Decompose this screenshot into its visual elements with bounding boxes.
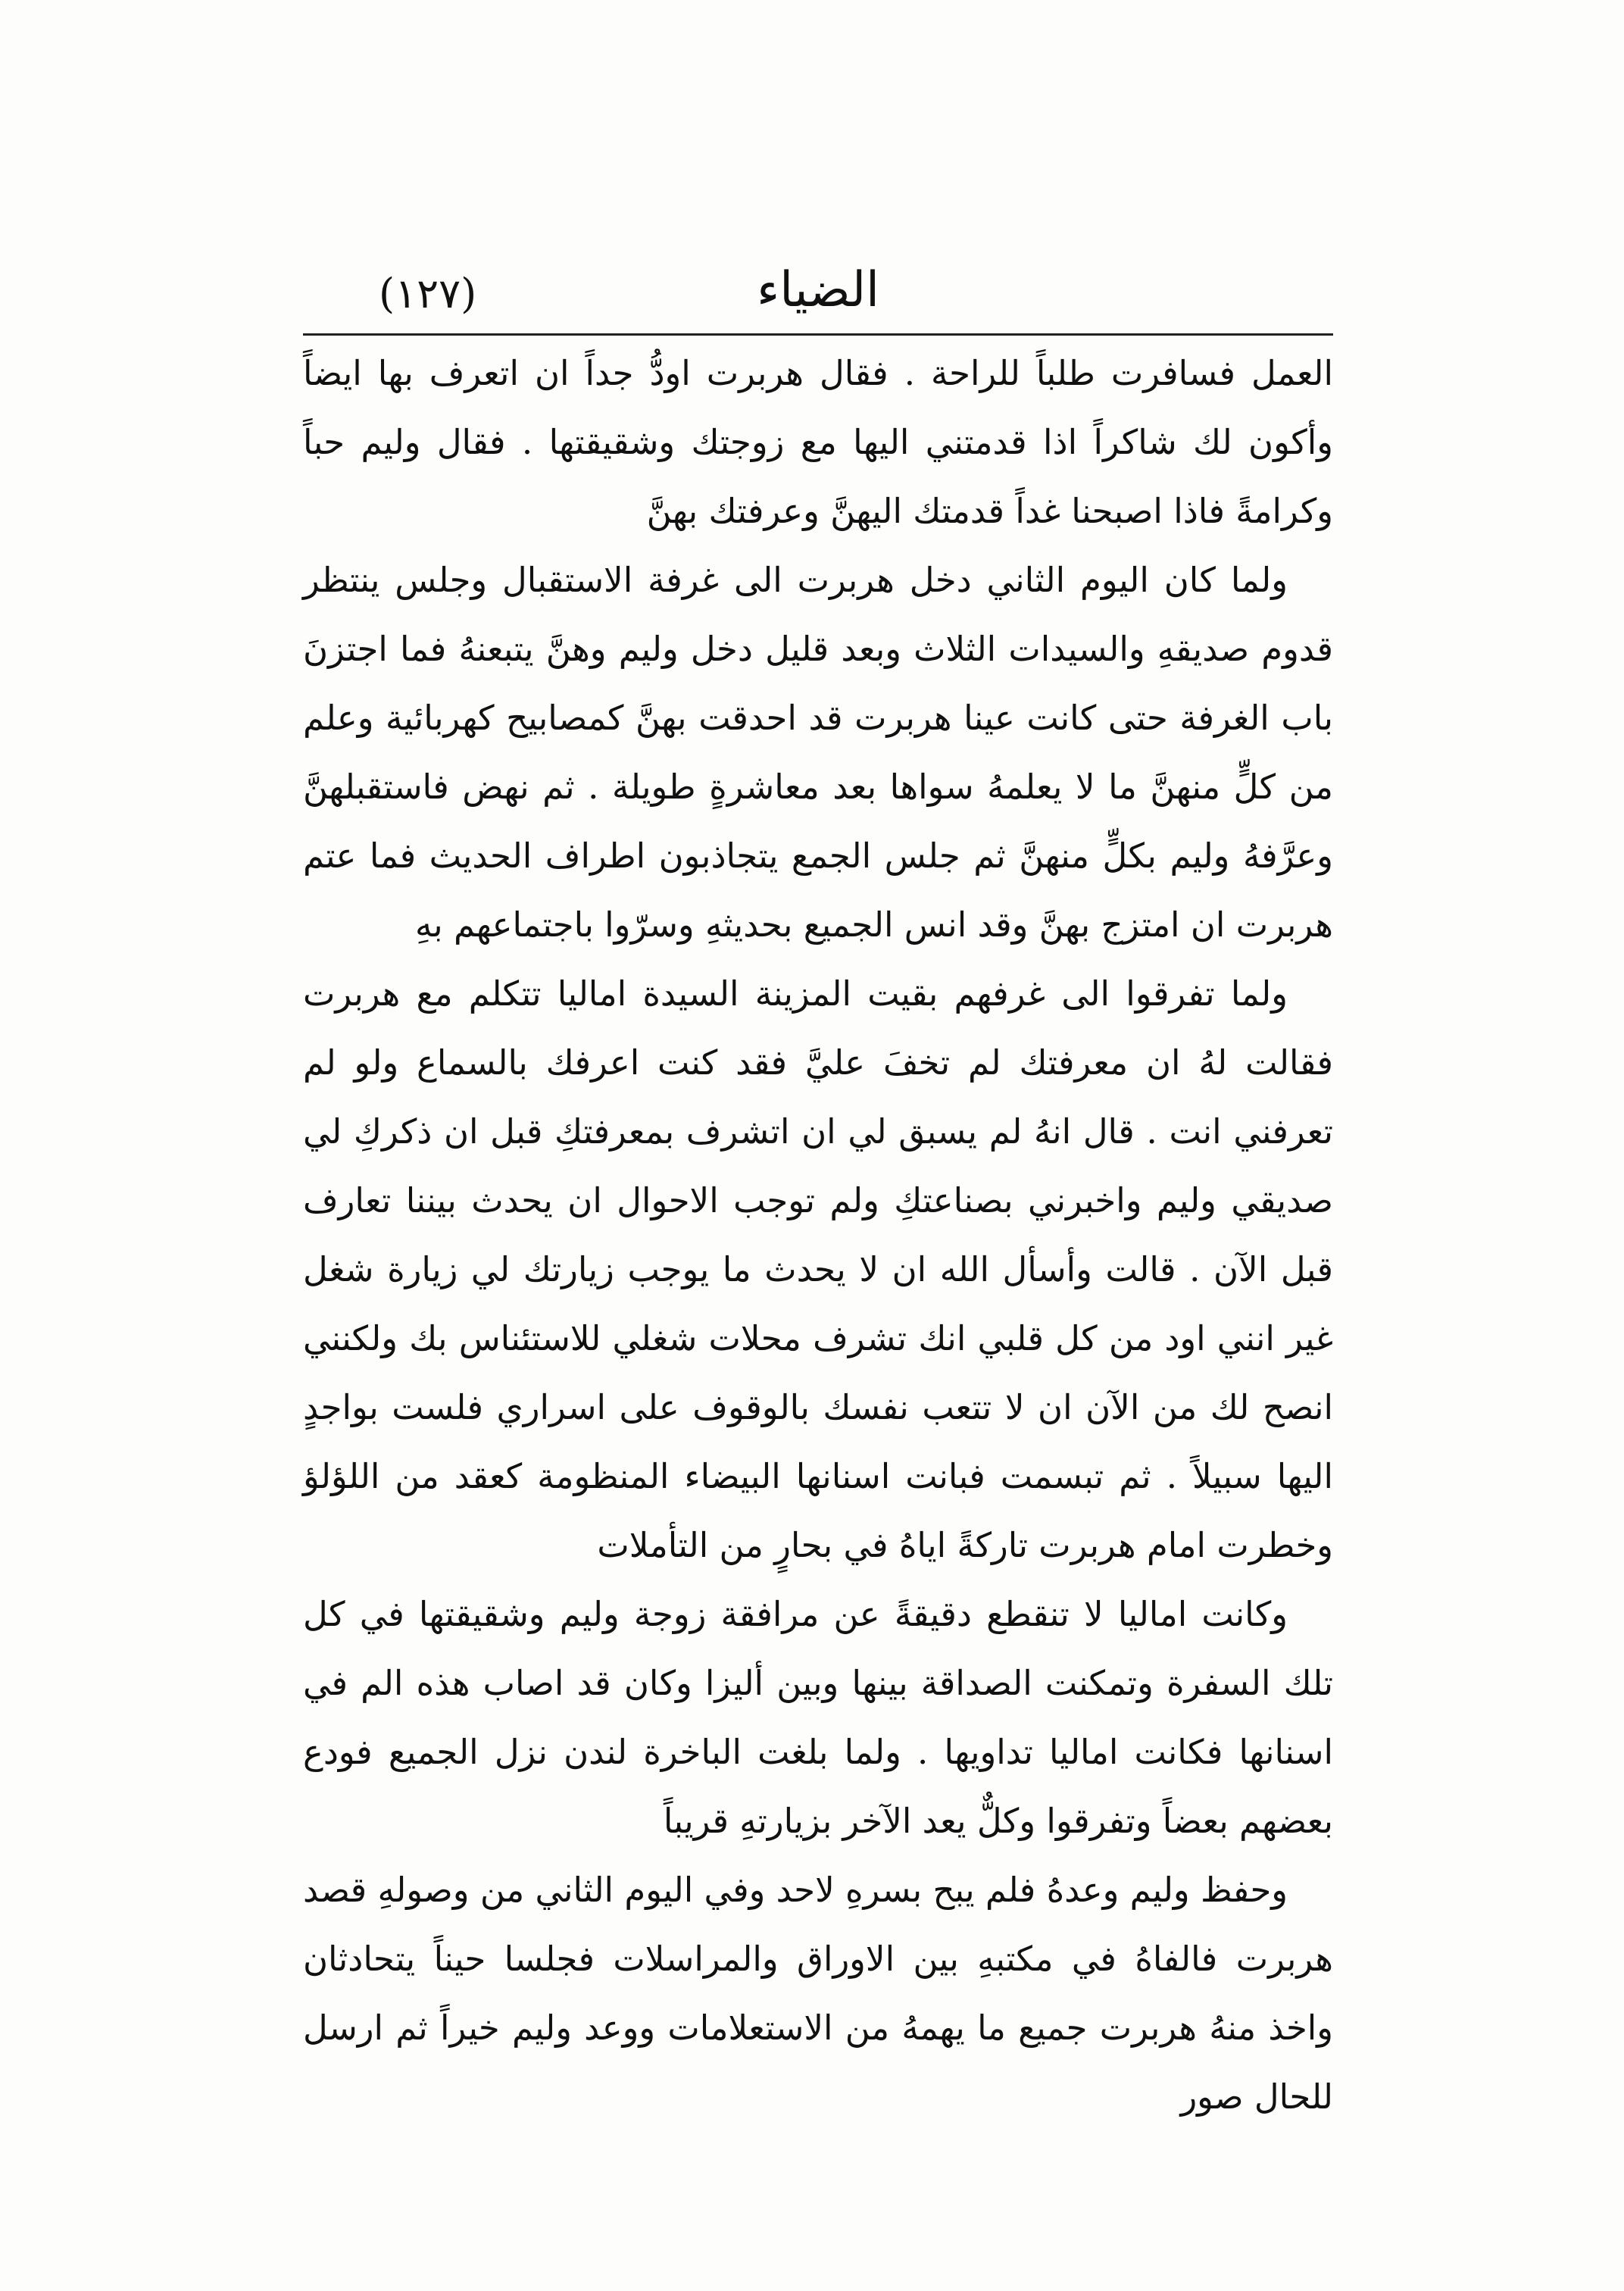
paragraph-1: العمل فسافرت طلباً للراحة . فقال هربرت اودُّ جداً ان اتعرف بها ايضاً وأكون لك شاكراً اذا قدمتني اليها مع زوجتك وشقيقتها . فقال وليم حباً وكرامةً فاذا اصبحنا غداً قدمتك اليهنَّ وعرفتك بهنَّ [303, 353, 1333, 531]
page-number: (١٢٧) [379, 270, 477, 317]
running-title: الضياء [757, 262, 879, 318]
paragraph-2: ولما كان اليوم الثاني دخل هربرت الى غرفة الاستقبال وجلس ينتظر قدوم صديقهِ والسيدات الثلاث وبعد قليل دخل وليم وهنَّ يتبعنهُ فما اجتزنَ باب الغرفة حتى كانت عينا هربرت قد احدقت بهنَّ كمصابيح كهربائية وعلم من كلٍّ منهنَّ ما لا يعلمهُ سواها بعد معاشرةٍ طويلة . ثم نهض فاستقبلهنَّ وعرَّفهُ وليم بكلٍّ منهنَّ ثم جلس الجمع يتجاذبون اطراف الحديث فما عتم هربرت ان امتزج بهنَّ وقد انس الجميع بحديثهِ وسرّوا باجتماعهم بهِ [303, 560, 1333, 945]
paragraph-4: وكانت اماليا لا تنقطع دقيقةً عن مرافقة زوجة وليم وشقيقتها في كل تلك السفرة وتمكنت الصداقة بينها وبين أليزا وكان قد اصاب هذه الم في اسنانها فكانت اماليا تداويها . ولما بلغت الباخرة لندن نزل الجميع فودع بعضهم بعضاً وتفرقوا وكلٌّ يعد الآخر بزيارتهِ قريباً [303, 1594, 1333, 1841]
book-page [303, 250, 1333, 2131]
paragraph-3: ولما تفرقوا الى غرفهم بقيت المزينة السيدة اماليا تتكلم مع هربرت فقالت لهُ ان معرفتك لم تخفَ عليَّ فقد كنت اعرفك بالسماع ولو لم تعرفني انت . قال انهُ لم يسبق لي ان اتشرف بمعرفتكِ قبل ان ذكركِ لي صديقي وليم واخبرني بصناعتكِ ولم توجب الاحوال ان يحدث بيننا تعارف قبل الآن . قالت وأسأل الله ان لا يحدث ما يوجب زيارتك لي زيارة شغل غير انني اود من كل قلبي انك تشرف محلات شغلي للاستئناس بك ولكنني انصح لك من الآن ان لا تتعب نفسك بالوقوف على اسراري فلست بواجدٍ اليها سبيلاً . ثم تبسمت فبانت اسنانها البيضاء المنظومة كعقد من اللؤلؤ وخطرت امام هربرت تاركةً اياهُ في بحارٍ من التأملات [303, 974, 1333, 1565]
page-header [303, 250, 1333, 336]
paragraph-5: وحفظ وليم وعدهُ فلم يبح بسرهِ لاحد وفي اليوم الثاني من وصولهِ قصد هربرت فالفاهُ في مكتبهِ بين الاوراق والمراسلات فجلسا حيناً يتحادثان واخذ منهُ هربرت جميع ما يهمهُ من الاستعلامات ووعد وليم خيراً ثم ارسل للحال صور [303, 1870, 1333, 2117]
page-body [303, 336, 1333, 2131]
